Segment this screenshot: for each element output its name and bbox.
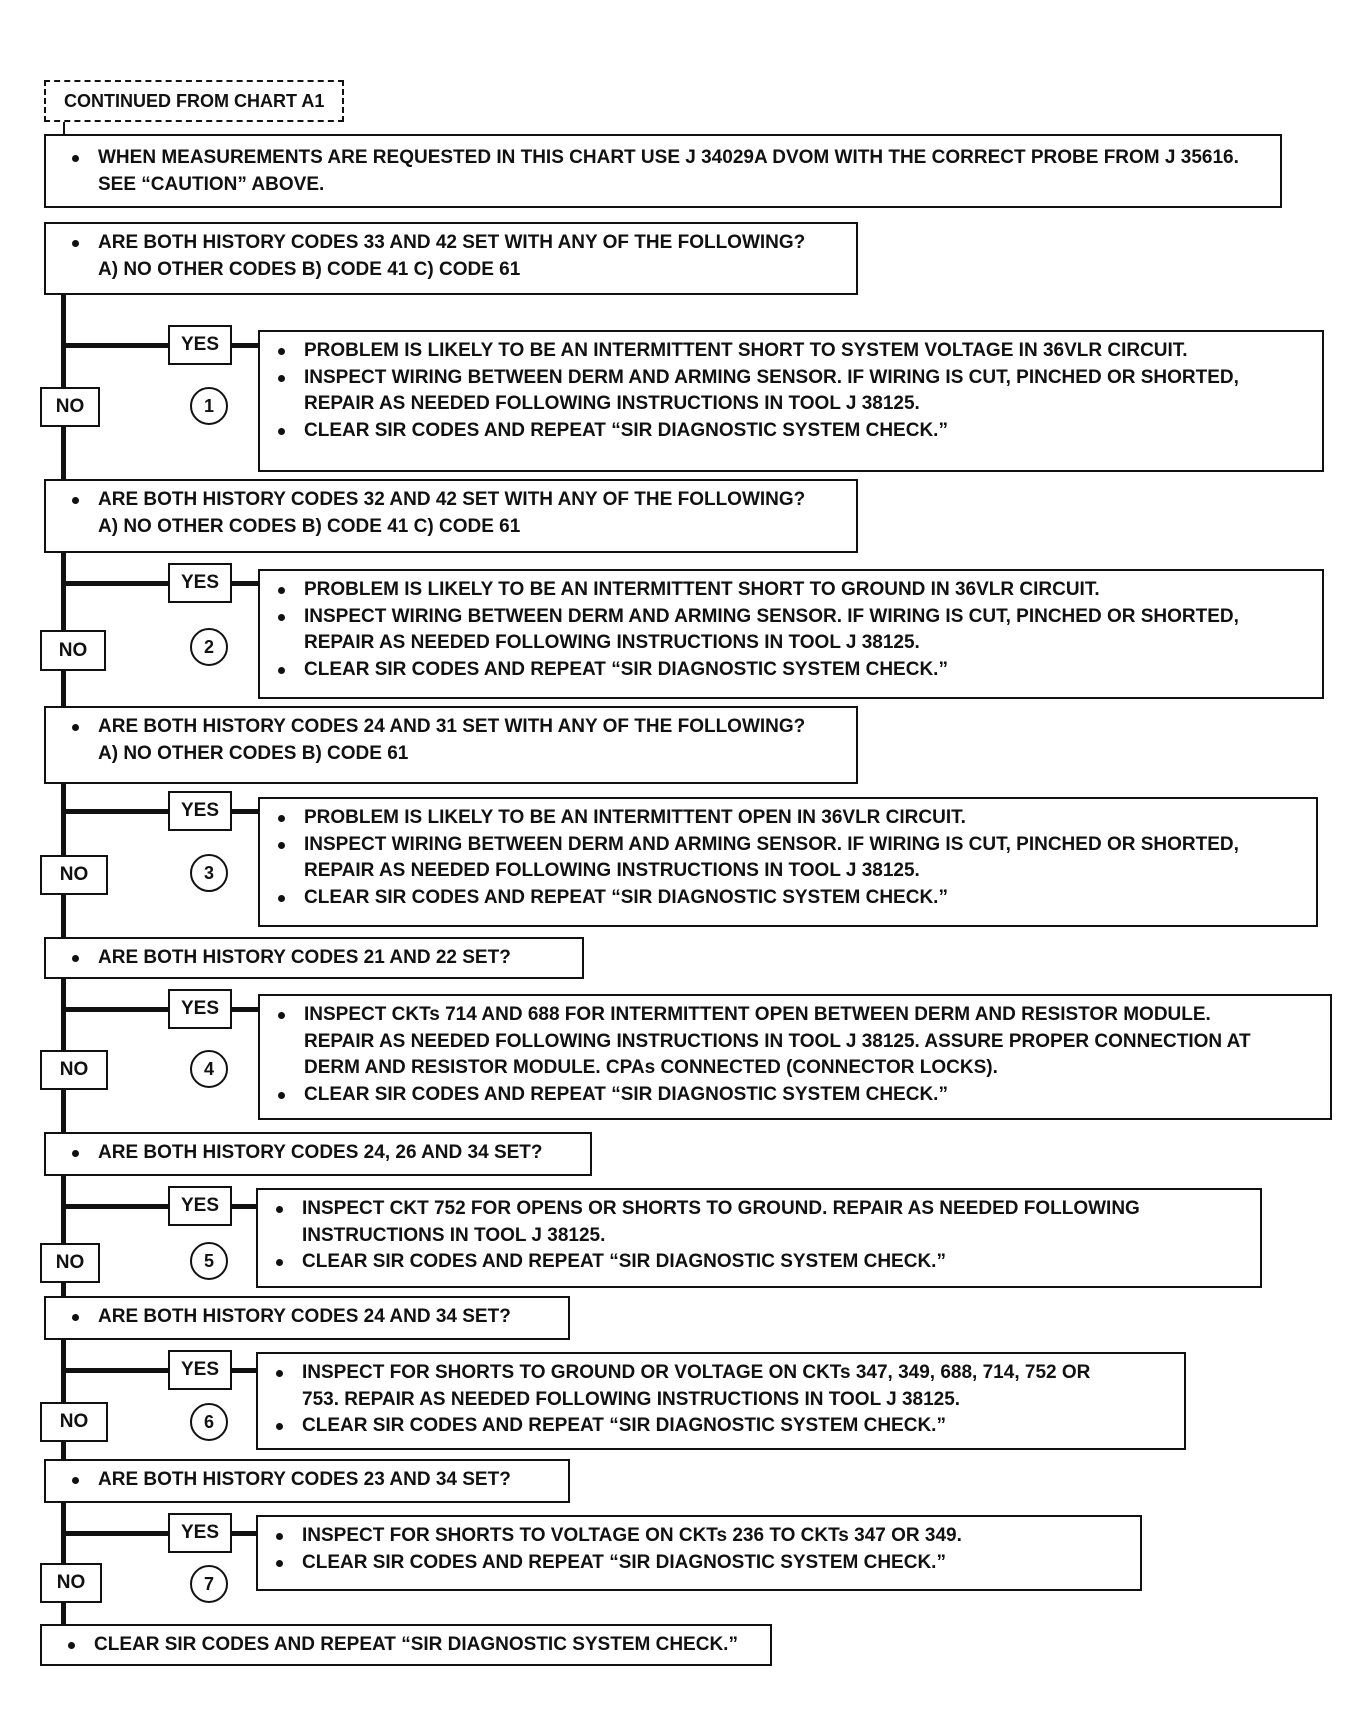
action-bullet [268, 1082, 1320, 1109]
action-box-5 [256, 1188, 1262, 1288]
action-line: REPAIR AS NEEDED FOLLOWING INSTRUCTIONS IN TOOL J 38125. ASSURE PROPER CONNECTION AT [304, 1030, 1251, 1052]
action-bullet [266, 1550, 1130, 1577]
intro-bullet [62, 145, 1266, 198]
action-line: CLEAR SIR CODES AND REPEAT “SIR DIAGNOSTIC SYSTEM CHECK.” [302, 1251, 946, 1272]
action-line: INSPECT CKT 752 FOR OPENS OR SHORTS TO GROUND. REPAIR AS NEEDED FOLLOWING [302, 1198, 1140, 1219]
action-bullet [266, 1523, 1130, 1550]
no-label-5: NO [40, 1243, 100, 1283]
action-bullet [268, 1002, 1320, 1082]
action-box-2 [258, 569, 1324, 699]
yes-label-5: YES [168, 1186, 232, 1226]
action-bullet [268, 805, 1306, 832]
yes-label-4: YES [168, 989, 232, 1029]
action-line: PROBLEM IS LIKELY TO BE AN INTERMITTENT SHORT TO SYSTEM VOLTAGE IN 36VLR CIRCUIT. [304, 340, 1188, 361]
question-box-4 [44, 937, 584, 979]
action-line: 753. REPAIR AS NEEDED FOLLOWING INSTRUCTIONS IN TOOL J 38125. [302, 1388, 961, 1410]
question-box-7 [44, 1459, 570, 1503]
question-bullet [62, 1467, 554, 1494]
action-line: CLEAR SIR CODES AND REPEAT “SIR DIAGNOSTIC SYSTEM CHECK.” [304, 419, 948, 441]
step-number-3: 3 [190, 854, 228, 892]
start-connector-box: CONTINUED FROM CHART A1 [44, 80, 344, 122]
step-number-5: 5 [190, 1242, 228, 1280]
intro-box [44, 134, 1282, 208]
action-box-6 [256, 1352, 1186, 1450]
action-line: INSPECT WIRING BETWEEN DERM AND ARMING SENSOR. IF WIRING IS CUT, PINCHED OR SHORTED, [304, 366, 1239, 388]
yes-label-7: YES [168, 1513, 232, 1553]
action-bullet [268, 338, 1312, 365]
yes-connector-line [232, 809, 258, 814]
yes-branch-line [61, 343, 171, 348]
action-bullet [268, 885, 1306, 912]
intro-line: WHEN MEASUREMENTS ARE REQUESTED IN THIS CHART USE J 34029A DVOM WITH THE CORRECT PROBE FROM J 35616. [98, 147, 1239, 168]
yes-connector-line [232, 1531, 256, 1536]
action-line: CLEAR SIR CODES AND REPEAT “SIR DIAGNOSTIC SYSTEM CHECK.” [302, 1551, 946, 1573]
yes-branch-line [61, 809, 171, 814]
question-bullet [62, 1304, 554, 1331]
action-line: INSPECT WIRING BETWEEN DERM AND ARMING SENSOR. IF WIRING IS CUT, PINCHED OR SHORTED, [304, 833, 1239, 855]
action-line: INSPECT WIRING BETWEEN DERM AND ARMING SENSOR. IF WIRING IS CUT, PINCHED OR SHORTED, [304, 605, 1239, 627]
yes-label-1: YES [168, 325, 232, 365]
action-line: REPAIR AS NEEDED FOLLOWING INSTRUCTIONS IN TOOL J 38125. [304, 632, 920, 653]
action-box-7 [256, 1515, 1142, 1591]
question-line: ARE BOTH HISTORY CODES 21 AND 22 SET? [98, 947, 511, 968]
question-box-1 [44, 222, 858, 295]
question-bullet [62, 945, 568, 972]
question-bullet [62, 1140, 576, 1167]
question-box-3 [44, 706, 858, 784]
action-line: CLEAR SIR CODES AND REPEAT “SIR DIAGNOSTIC SYSTEM CHECK.” [302, 1415, 946, 1436]
question-bullet [62, 714, 842, 767]
step-number-2: 2 [190, 628, 228, 666]
question-box-6 [44, 1296, 570, 1340]
action-line: PROBLEM IS LIKELY TO BE AN INTERMITTENT SHORT TO GROUND IN 36VLR CIRCUIT. [304, 579, 1100, 600]
action-line: INSPECT FOR SHORTS TO VOLTAGE ON CKTs 236 TO CKTs 347 OR 349. [302, 1525, 962, 1546]
yes-branch-line [61, 1204, 171, 1209]
trunk-stub [63, 122, 65, 134]
action-line: CLEAR SIR CODES AND REPEAT “SIR DIAGNOSTIC SYSTEM CHECK.” [304, 886, 948, 908]
action-bullet [268, 832, 1306, 885]
action-bullet [266, 1360, 1174, 1413]
question-line: ARE BOTH HISTORY CODES 32 AND 42 SET WITH ANY OF THE FOLLOWING? [98, 489, 806, 510]
no-label-1: NO [40, 387, 100, 427]
action-line: INSPECT CKTs 714 AND 688 FOR INTERMITTENT OPEN BETWEEN DERM AND RESISTOR MODULE. [304, 1004, 1211, 1025]
yes-label-3: YES [168, 791, 232, 831]
yes-branch-line [61, 1007, 171, 1012]
yes-branch-line [61, 1531, 171, 1536]
action-line: REPAIR AS NEEDED FOLLOWING INSTRUCTIONS IN TOOL J 38125. [304, 860, 920, 881]
yes-connector-line [232, 1204, 256, 1209]
question-box-5 [44, 1132, 592, 1176]
question-line: ARE BOTH HISTORY CODES 24, 26 AND 34 SET? [98, 1142, 543, 1163]
action-line: INSPECT FOR SHORTS TO GROUND OR VOLTAGE ON CKTs 347, 349, 688, 714, 752 OR [302, 1362, 1091, 1383]
yes-label-6: YES [168, 1350, 232, 1390]
question-bullet [62, 487, 842, 540]
action-box-4 [258, 994, 1332, 1120]
no-label-2: NO [40, 630, 106, 671]
step-number-4: 4 [190, 1050, 228, 1088]
yes-connector-line [232, 1368, 256, 1373]
intro-line: SEE “CAUTION” ABOVE. [98, 173, 325, 195]
action-line: REPAIR AS NEEDED FOLLOWING INSTRUCTIONS IN TOOL J 38125. [304, 393, 920, 414]
action-box-3 [258, 797, 1318, 927]
action-bullet [266, 1413, 1174, 1440]
no-label-3: NO [40, 855, 108, 895]
yes-connector-line [232, 1007, 258, 1012]
action-line: INSTRUCTIONS IN TOOL J 38125. [302, 1224, 606, 1246]
action-line: DERM AND RESISTOR MODULE. CPAs CONNECTED (CONNECTOR LOCKS). [304, 1057, 998, 1078]
question-line: ARE BOTH HISTORY CODES 33 AND 42 SET WITH ANY OF THE FOLLOWING? [98, 232, 806, 253]
question-line: A) NO OTHER CODES B) CODE 41 C) CODE 61 [98, 515, 521, 537]
action-bullet [268, 418, 1312, 445]
action-box-1 [258, 330, 1324, 472]
question-bullet [62, 230, 842, 283]
question-box-2 [44, 479, 858, 553]
action-bullet [268, 604, 1312, 657]
question-line: ARE BOTH HISTORY CODES 24 AND 34 SET? [98, 1306, 511, 1327]
action-bullet [266, 1196, 1250, 1249]
yes-label-2: YES [168, 563, 232, 603]
step-number-7: 7 [190, 1565, 228, 1603]
step-number-6: 6 [190, 1403, 228, 1441]
yes-branch-line [61, 581, 171, 586]
no-label-4: NO [40, 1050, 108, 1090]
action-bullet [268, 365, 1312, 418]
action-bullet [268, 577, 1312, 604]
action-line: PROBLEM IS LIKELY TO BE AN INTERMITTENT OPEN IN 36VLR CIRCUIT. [304, 807, 966, 828]
no-label-7: NO [40, 1563, 102, 1603]
yes-connector-line [232, 343, 258, 348]
yes-connector-line [232, 581, 258, 586]
question-line: ARE BOTH HISTORY CODES 23 AND 34 SET? [98, 1469, 511, 1490]
action-line: CLEAR SIR CODES AND REPEAT “SIR DIAGNOSTIC SYSTEM CHECK.” [304, 1083, 948, 1105]
action-line: CLEAR SIR CODES AND REPEAT “SIR DIAGNOSTIC SYSTEM CHECK.” [304, 658, 948, 680]
question-line: ARE BOTH HISTORY CODES 24 AND 31 SET WITH ANY OF THE FOLLOWING? [98, 716, 806, 737]
action-bullet [266, 1249, 1250, 1276]
final-box [40, 1624, 772, 1666]
final-bullet [58, 1632, 756, 1659]
no-label-6: NO [40, 1402, 108, 1442]
question-line: A) NO OTHER CODES B) CODE 41 C) CODE 61 [98, 258, 521, 280]
step-number-1: 1 [190, 387, 228, 425]
final-line: CLEAR SIR CODES AND REPEAT “SIR DIAGNOSTIC SYSTEM CHECK.” [94, 1634, 738, 1655]
action-bullet [268, 657, 1312, 684]
question-line: A) NO OTHER CODES B) CODE 61 [98, 742, 409, 764]
yes-branch-line [61, 1368, 171, 1373]
